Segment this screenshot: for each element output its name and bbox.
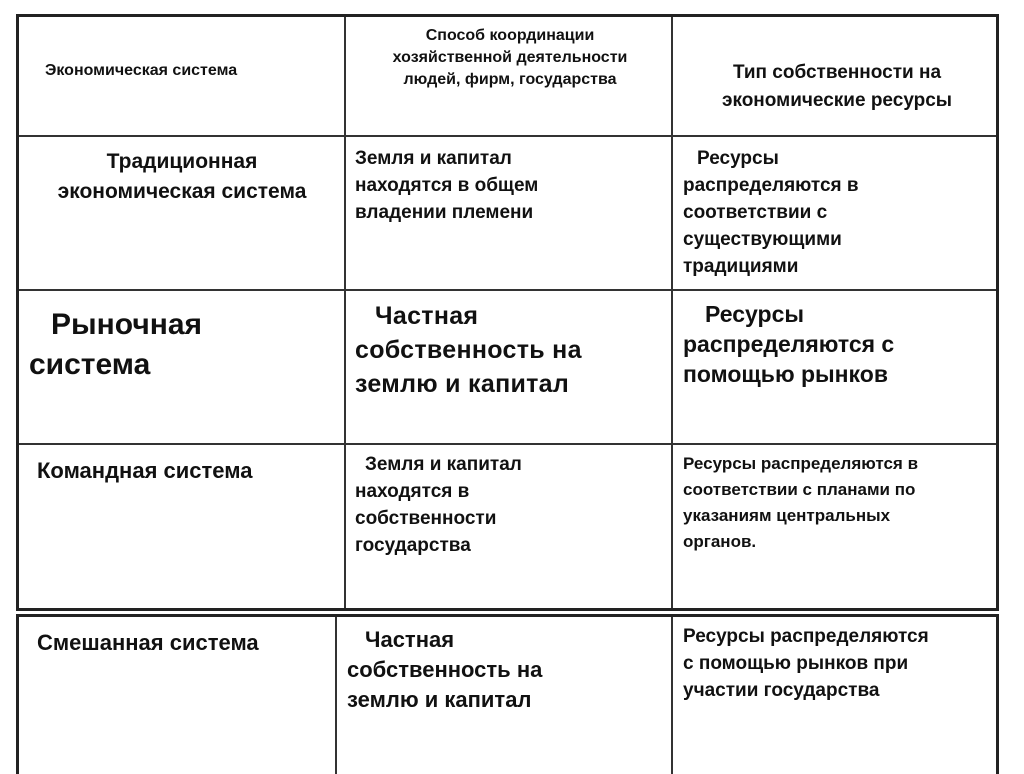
- row-divider: [19, 135, 996, 137]
- row-mixed-coordination: Частная собственность на землю и капитал: [347, 627, 543, 712]
- column-divider: [344, 17, 346, 608]
- row-traditional-system: Традиционная экономическая система: [57, 150, 307, 203]
- row-command-system: Командная система: [37, 458, 253, 483]
- row-divider: [19, 443, 996, 445]
- row-market-coordination: Частная собственность на землю и капитал: [355, 302, 582, 398]
- row-market-ownership: Ресурсы распределяются с помощью рынков: [683, 301, 895, 387]
- row-traditional-ownership: Ресурсы распределяются в соответствии с существующими традициями: [683, 148, 859, 277]
- mixed-system-table: [16, 614, 999, 774]
- header-system: Экономическая система: [45, 62, 238, 79]
- economic-systems-table: [16, 14, 999, 611]
- row-command-coordination: Земля и капитал находятся в собственности государства: [355, 454, 522, 556]
- header-ownership: Тип собственности на экономические ресурсы: [721, 62, 953, 111]
- row-command-ownership: Ресурсы распределяются в соответствии с планами по указаниям центральных органов.: [683, 454, 919, 551]
- header-coordination: Способ координации хозяйственной деятельности людей, фирм, государства: [392, 27, 628, 88]
- column-divider: [671, 617, 673, 774]
- column-divider: [671, 17, 673, 608]
- row-mixed-system: Смешанная система: [37, 630, 259, 655]
- row-market-system: Рыночная система: [29, 308, 203, 381]
- row-mixed-ownership: Ресурсы распределяются с помощью рынков при участии государства: [683, 626, 929, 701]
- row-divider: [19, 289, 996, 291]
- column-divider: [335, 617, 337, 774]
- row-traditional-coordination: Земля и капитал находятся в общем владении племени: [355, 148, 539, 223]
